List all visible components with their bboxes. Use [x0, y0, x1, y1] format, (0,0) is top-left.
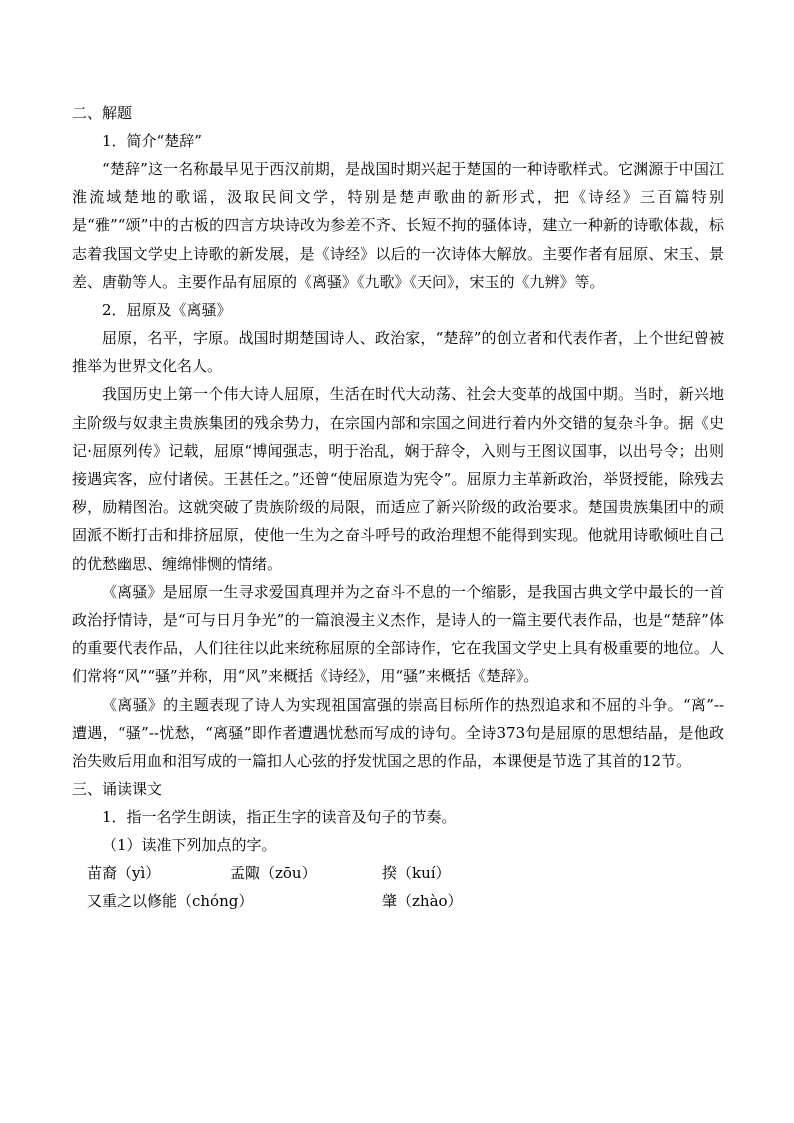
- document-page: [72, 99, 724, 915]
- pronunciation-item: 揆（kuí）: [382, 864, 451, 883]
- pronunciation-item: 又重之以修能（chóng）: [87, 892, 254, 911]
- paragraph-quyuan-history: 我国历史上第一个伟大诗人屈原，生活在时代大动荡、社会大变革的战国中期。当时，新兴地主阶级与奴隶主贵族集团的残余势力，在宗国内部和宗国之间进行着内外交错的复杂斗争。据《史记·屈原列传》记载，屈原“博闻强志，明于治乱，娴于辞令，入则与王图议国事，以出号令；出则接遇宾客，应付诸侯。王甚任之。”还曾“使屈原造为宪令”。屈原力主革新政治，举贤授能，除残去秽，励精图治。这就突破了贵族阶级的局限，而适应了新兴阶级的政治要求。楚国贵族集团中的顽固派不断打击和排挤屈原，使他一生为之奋斗呼号的政治理想不能得到实现。他就用诗歌倾吐自己的优愁幽思、缠绵悱恻的情绪。: [72, 385, 724, 573]
- subheading-chuci-intro: 1．简介“楚辞”: [102, 132, 202, 150]
- paragraph-lisao-significance: 《离骚》是屈原一生寻求爱国真理并为之奋斗不息的一个缩影，是我国古典文学中最长的一首政治抒情诗，是“可与日月争光”的一篇浪漫主义杰作，是诗人的一篇主要代表作品，也是“楚辞”体的重要代表作品，人们往往以此来统称屈原的全部诗作，它在我国文学史上具有极重要的地位。人们常将“风”“骚”并称，用“风”来概括《诗经》，用“骚”来概括《楚辞》。: [72, 582, 724, 686]
- pronunciation-item: 苗裔（yì）: [87, 864, 161, 883]
- list-subitem-pronunciation: （1）读准下列加点的字。: [102, 836, 277, 855]
- subheading-quyuan-lisao: 2．屈原及《离骚》: [102, 301, 232, 320]
- pronunciation-row-2: [72, 887, 724, 915]
- paragraph-quyuan-bio: 屈原，名平，字原。战国时期楚国诗人、政治家，“楚辞”的创立者和代表作者，上个世纪曾被推举为世界文化名人。: [72, 329, 724, 376]
- list-item-reading: 1．指一名学生朗读，指正生字的读音及句子的节奏。: [102, 808, 457, 827]
- paragraph-chuci-intro: “楚辞”这一名称最早见于西汉前期，是战国时期兴起于楚国的一种诗歌样式。它渊源于中国江淮流域楚地的歌谣，汲取民间文学，特别是楚声歌曲的新形式，把《诗经》三百篇特别是“雅”“颂”中的古板的四言方块诗改为参差不齐、长短不拘的骚体诗，建立一种新的诗歌体裁，标志着我国文学史上诗歌的新发展，是《诗经》以后的一次诗体大解放。主要作者有屈原、宋玉、景差、唐勒等人。主要作品有屈原的《离骚》《九歌》《天问》，宋玉的《九辨》等。: [72, 160, 724, 291]
- pronunciation-item: 孟陬（zōu）: [230, 864, 317, 883]
- pronunciation-row-1: [72, 859, 724, 887]
- section-heading-jieti: 二、解题: [72, 104, 133, 122]
- paragraph-lisao-theme: 《离骚》的主题表现了诗人为实现祖国富强的崇高目标所作的热烈追求和不屈的斗争。“离”--遭遇，“骚”--忧愁，“离骚”即作者遭遇忧愁而写成的诗句。全诗373句是屈原的思想结晶，是他政治失败后用血和泪写成的一篇扣人心弦的抒发忧国之思的作品，本课便是节选了其首的12节。: [72, 695, 724, 771]
- pronunciation-item: 肇（zhào）: [382, 892, 463, 911]
- section-heading-songdu: 三、诵读课文: [72, 780, 163, 799]
